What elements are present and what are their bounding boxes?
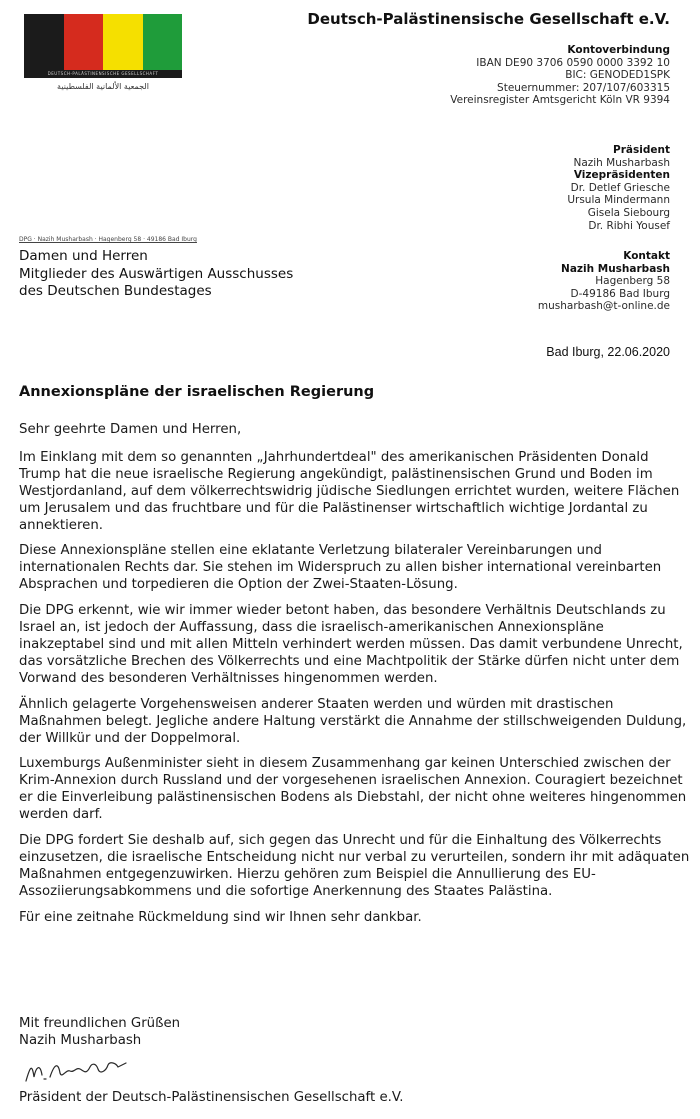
president-heading: Präsident <box>613 144 670 156</box>
body-paragraph: Luxemburgs Außenminister sieht in diesem Zusammenhang gar keinen Unterschied zwischen der Krim-Annexion durch Russland und der vorgesehenen israelischen Annexion. Couragiert bezeichnet er die Einverleibung palästinensischen Bodens als Diebstahl, der nicht ohne weiteres hingenommen werden darf. <box>19 756 687 823</box>
recipient-line: Damen und Herren <box>19 248 148 264</box>
flag-stripe-black <box>24 14 64 70</box>
closing-name: Nazih Musharbash <box>19 1032 142 1048</box>
logo-arabic-text: الجمعية الألمانية الفلسطينية <box>57 82 149 91</box>
recipient-address <box>19 248 293 301</box>
contact-street: Hagenberg 58 <box>595 275 670 288</box>
closing-block <box>19 1016 180 1050</box>
vice-president-name: Gisela Siebourg <box>587 206 670 219</box>
bank-line: Vereinsregister Amtsgericht Köln VR 9394 <box>450 94 670 107</box>
closing-title: Präsident der Deutsch-Palästinensischen Gesellschaft e.V. <box>19 1090 404 1105</box>
bank-details <box>450 44 670 107</box>
bank-line: IBAN DE90 3706 0590 0000 3392 10 <box>476 56 670 69</box>
body-paragraph: Für eine zeitnahe Rückmeldung sind wir Ihnen sehr dankbar. <box>19 909 422 925</box>
flag-icon <box>24 14 182 70</box>
bank-line: BIC: GENODED1SPK <box>565 69 670 82</box>
organization-name: Deutsch-Palästinensische Gesellschaft e.V. <box>307 10 670 28</box>
president-name: Nazih Musharbash <box>573 156 670 169</box>
vice-presidents-heading: Vizepräsidenten <box>573 169 670 182</box>
body-paragraph: Diese Annexionspläne stellen eine eklatante Verletzung bilateraler Vereinbarungen und internationalen Rechts dar. Sie stehen im Widerspruch zu allen bisher international vereinbarten Absprachen und torpedieren die Option der Zwei-Staaten-Lösung. <box>19 543 662 593</box>
logo-strip-text: DEUTSCH-PALÄSTINENSISCHE GESELLSCHAFT <box>24 70 182 78</box>
vice-president-name: Dr. Detlef Griesche <box>570 181 670 194</box>
body-paragraph: Im Einklang mit dem so genannten „Jahrhundertdeal" des amerikanischen Präsidenten Donald Trump hat die neue israelische Regierung angekündigt, palästinensischen Grund und Boden im Westjordanland, auf dem völkerrechtswidrig jüdische Siedlungen errichtet wurden, weitere Flächen um Jerusalem und das fruchtbare und für die Palästinenser wirtschaftlich wichtige Jordantal zu annektieren. <box>19 449 680 533</box>
handwritten-signature-icon <box>22 1057 132 1087</box>
contact-city: D-49186 Bad Iburg <box>570 287 670 300</box>
dpg-logo <box>24 14 182 91</box>
letter-body <box>19 422 691 936</box>
contact-details <box>538 250 670 313</box>
flag-stripe-red <box>64 14 104 70</box>
body-paragraph: Die DPG erkennt, wie wir immer wieder betont haben, das besondere Verhältnis Deutschlands zu Israel an, ist jedoch der Auffassung, dass die israelisch-amerikanischen Annexionspläne inakzeptabel sind und mit allen Mitteln verhindert werden müssen. Das damit verbundene Unrecht, das vorsätzliche Brechen des Völkerrechts und eine Machtpolitik der Stärke dürfen nicht unter dem Vorwand des besonderen Verhältnisses hingenommen werden. <box>19 603 683 686</box>
letter-subject: Annexionspläne der israelischen Regierung <box>19 384 375 400</box>
body-paragraph: Ähnlich gelagerte Vorgehensweisen anderer Staaten werden und würden mit drastischen Maßnahmen belegt. Jegliche andere Haltung verstärkt die Annahme der stillschweigenden Duldung, der Willkür und der Doppelmoral. <box>19 696 687 746</box>
contact-name: Nazih Musharbash <box>561 262 670 275</box>
closing-greeting: Mit freundlichen Grüßen <box>19 1016 181 1031</box>
bank-heading: Kontoverbindung <box>567 44 670 56</box>
body-paragraph: Die DPG fordert Sie deshalb auf, sich gegen das Unrecht und für die Einhaltung des Völkerrechts einzusetzen, die israelische Entscheidung nicht nur verbal zu verurteilen, sondern ihr mit adäquaten Maßnahmen entgegenzuwirken. Hierzu gehören zum Beispiel die Annullierung des EU-Assoziierungsabkommens und die sofortige Anerkennung des Staates Palästina. <box>19 833 690 899</box>
bank-line: Steuernummer: 207/107/603315 <box>497 81 670 94</box>
vice-president-name: Dr. Ribhi Yousef <box>588 219 670 232</box>
contact-email: musharbash@t-online.de <box>537 300 670 313</box>
vice-president-name: Ursula Mindermann <box>567 194 670 207</box>
sender-return-address: DPG · Nazih Musharbash · Hagenberg 58 · 49186 Bad Iburg <box>19 236 197 243</box>
letter-date: Bad Iburg, 22.06.2020 <box>546 345 670 359</box>
flag-stripe-yellow <box>103 14 143 70</box>
contact-heading: Kontakt <box>623 250 670 262</box>
recipient-line: Mitglieder des Auswärtigen Ausschusses <box>19 265 294 282</box>
salutation: Sehr geehrte Damen und Herren, <box>19 422 242 437</box>
recipient-line: des Deutschen Bundestages <box>19 283 212 299</box>
board-members <box>567 144 670 232</box>
flag-stripe-green <box>143 14 183 70</box>
